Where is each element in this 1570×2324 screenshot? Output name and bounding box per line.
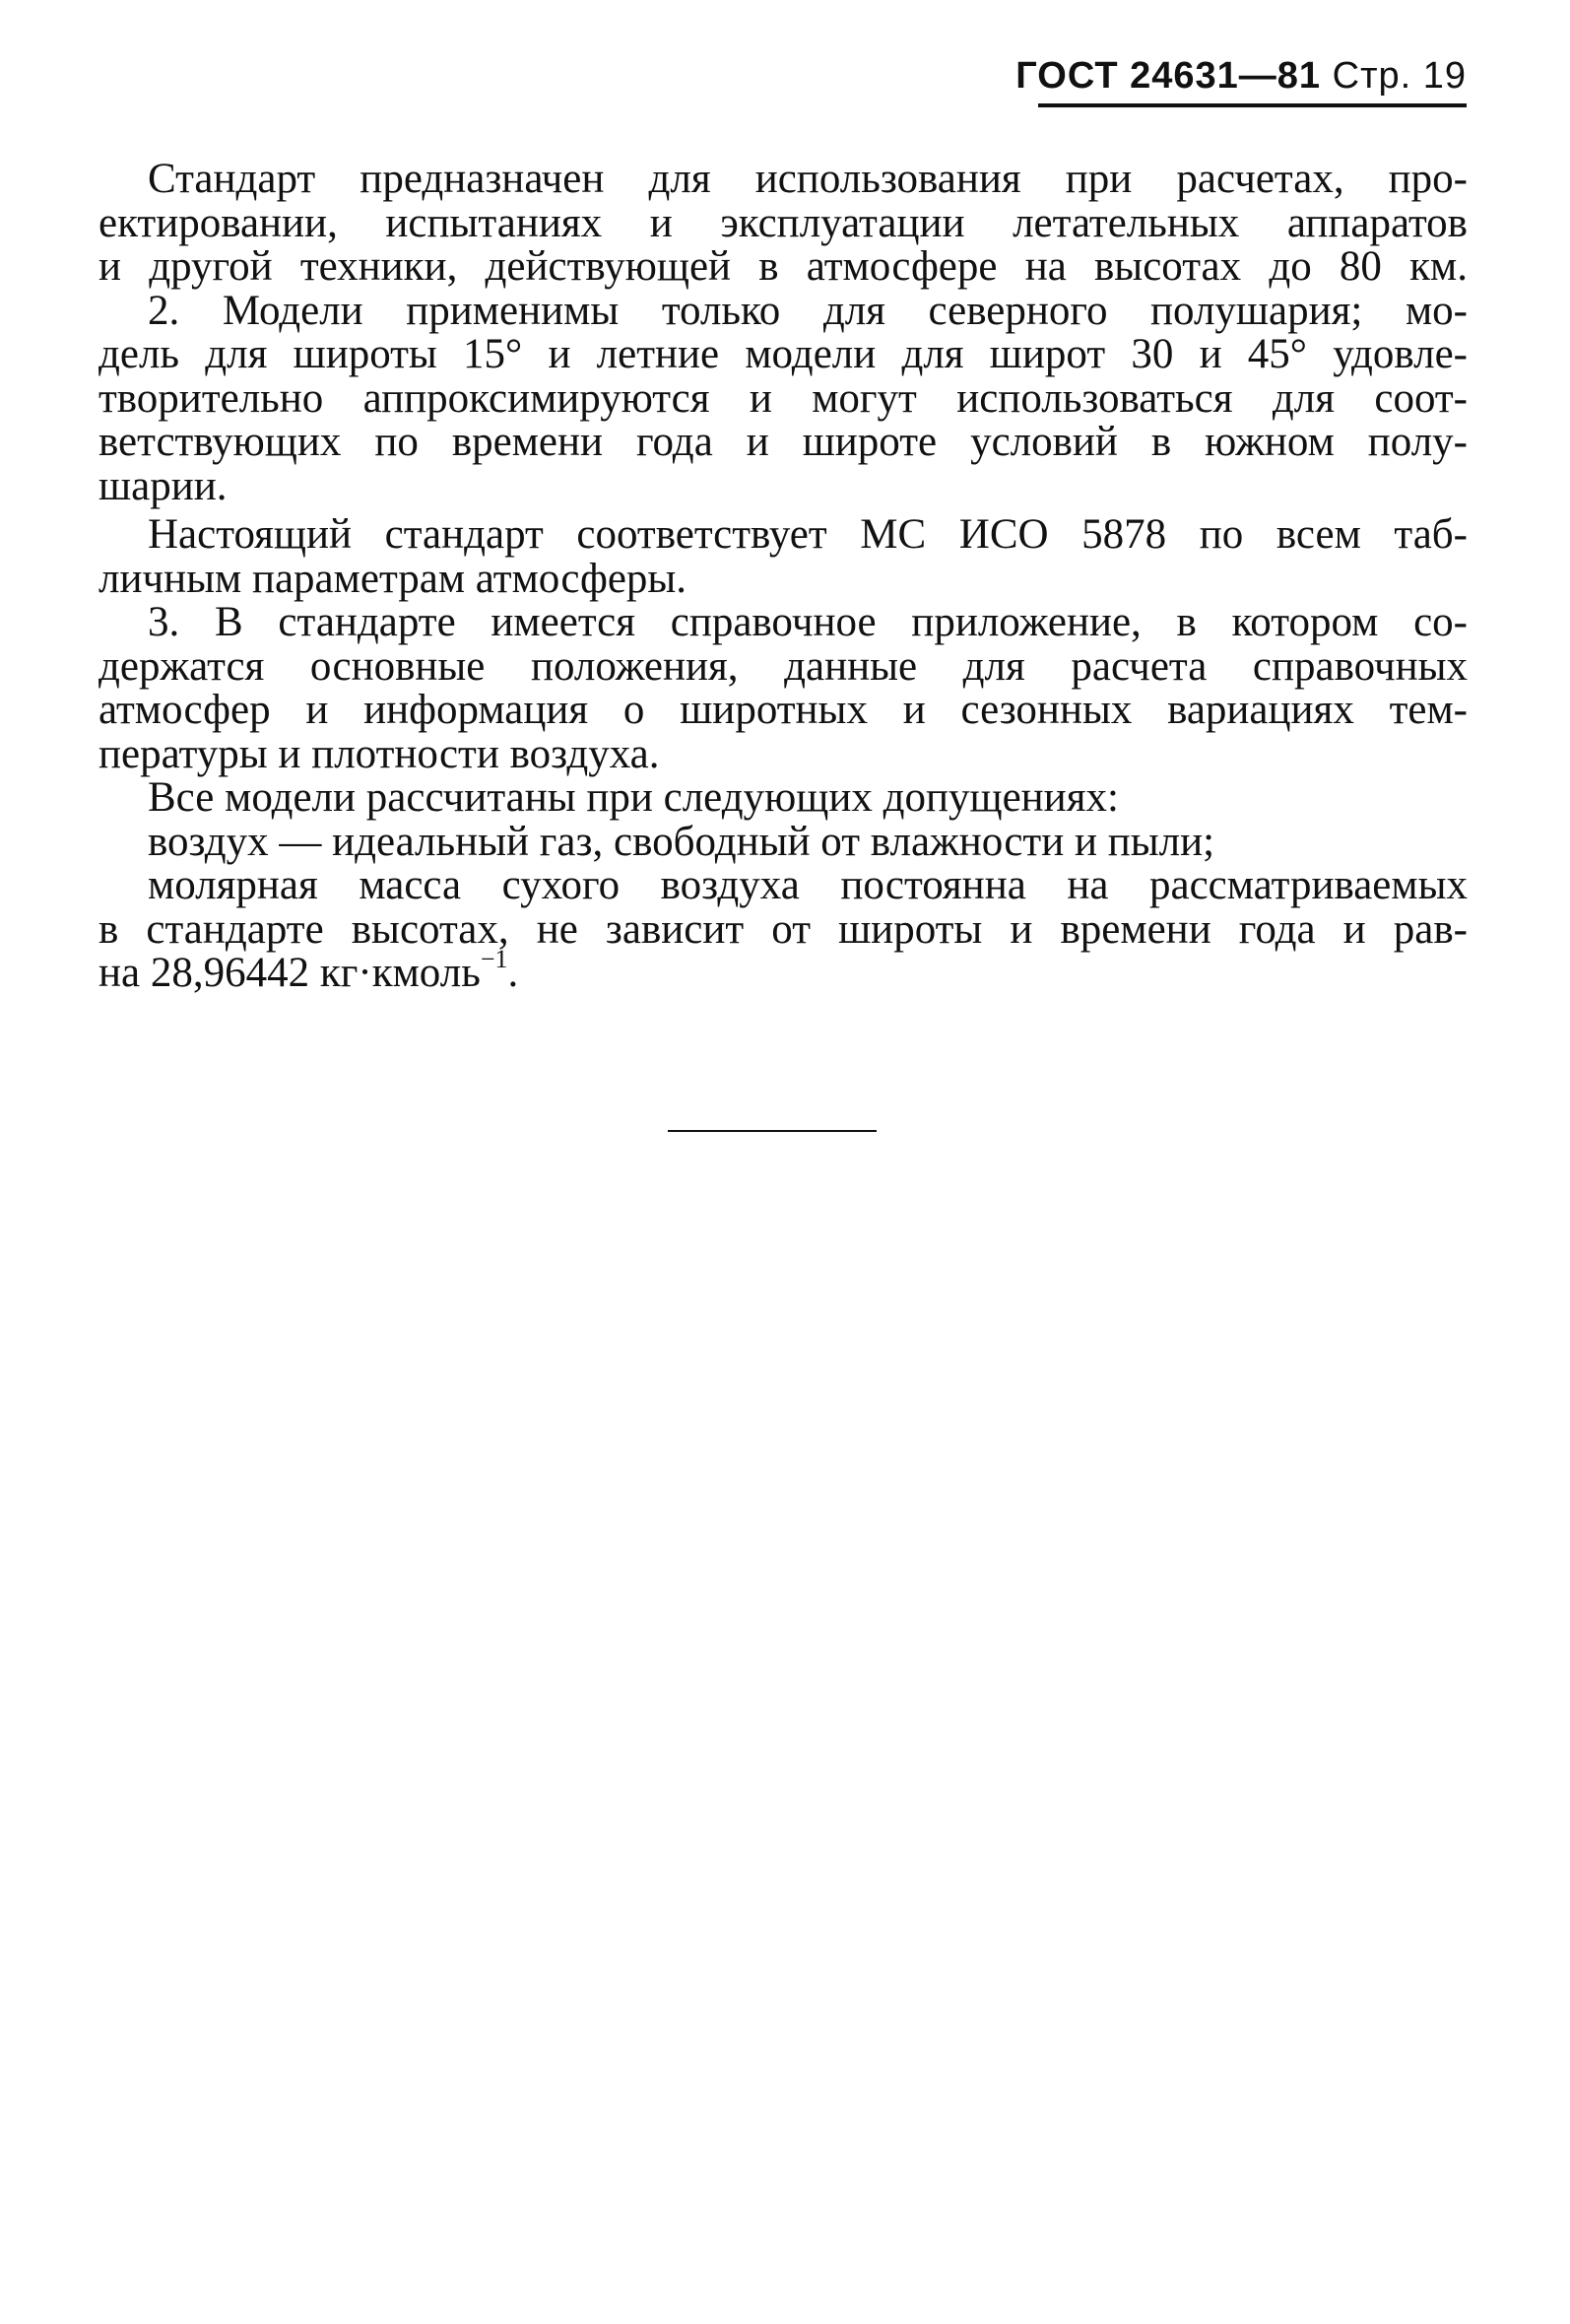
paragraph-line: 2. Модели применимы только для северного полушария; мо- (148, 287, 1468, 334)
superscript-exponent: −1 (480, 944, 508, 973)
paragraph-line: атмосфер и информация о широтных и сезонных вариациях тем- (98, 687, 1468, 733)
end-rule (668, 1130, 877, 1132)
paragraph-line: и другой техники, действующей в атмосфере на высотах до 80 км. (98, 243, 1468, 290)
paragraph-line: Настоящий стандарт соответствует МС ИСО 5878 по всем таб- (148, 511, 1468, 558)
body-text (98, 156, 1468, 996)
paragraph-line: держатся основные положения, данные для расчета справочных (98, 642, 1468, 690)
paragraph-line (98, 944, 1468, 996)
standard-number: ГОСТ 24631—81 (1015, 55, 1322, 97)
paragraph-line: дель для широты 15° и летние модели для широт 30 и 45° удовле- (98, 331, 1468, 377)
paragraph-line: пературы и плотности воздуха. (98, 730, 660, 777)
molar-mass-text: на 28,96442 кг·кмоль (98, 950, 481, 996)
page-header (1015, 55, 1467, 98)
paragraph-line: ектировании, испытаниях и эксплуатации летательных аппаратов (98, 199, 1468, 246)
paragraph-line: творительно аппроксимируются и могут использоваться для соот- (98, 374, 1468, 422)
sentence-end: . (507, 950, 519, 996)
header-rule (1038, 103, 1467, 107)
paragraph-line: ветствующих по времени года и широте условий в южном полу- (98, 419, 1468, 465)
paragraph-line: воздух — идеальный газ, свободный от влажности и пыли; (148, 818, 1215, 865)
paragraph-line: 3. В стандарте имеется справочное приложение, в котором со- (148, 599, 1468, 645)
paragraph-line: в стандарте высотах, не зависит от широты и времени года и рав- (98, 905, 1468, 953)
paragraph-line: личным параметрам атмосферы. (98, 555, 687, 602)
page-number: Стр. 19 (1332, 55, 1467, 97)
paragraph-line: Стандарт предназначен для использования при расчетах, про- (148, 156, 1468, 202)
paragraph-line: Все модели рассчитаны при следующих допущениях: (148, 774, 1119, 821)
paragraph-line: шарии. (98, 462, 228, 509)
paragraph-line: молярная масса сухого воздуха постоянна на рассматриваемых (148, 862, 1468, 908)
